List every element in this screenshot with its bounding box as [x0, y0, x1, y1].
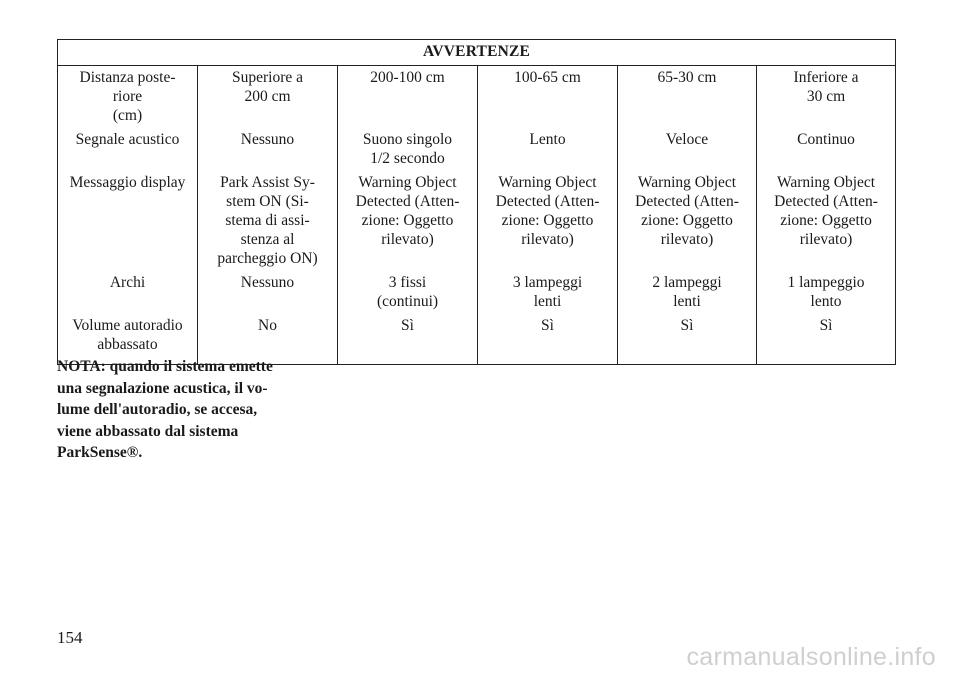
cell-line: Veloce — [665, 131, 709, 148]
table-cell — [338, 66, 478, 129]
note-line: NOTA: quando il sistema emette — [57, 358, 273, 375]
table-cell — [478, 128, 618, 171]
cell-line: lento — [810, 293, 842, 310]
table-row — [58, 128, 896, 171]
table-cell — [757, 314, 896, 365]
note-line: ParkSense®. — [57, 444, 143, 461]
cell-line: 100-65 cm — [514, 69, 581, 86]
table-cell — [757, 66, 896, 129]
table-row — [58, 171, 896, 271]
table-cell — [338, 314, 478, 365]
note-line: lume dell'autoradio, se accesa, — [57, 401, 258, 418]
note-line: una segnalazione acustica, il vo- — [57, 379, 268, 397]
cell-line: No — [258, 317, 277, 334]
cell-line: Sì — [401, 317, 414, 334]
cell-line: Segnale acustico — [75, 131, 180, 148]
table-cell — [338, 128, 478, 171]
cell-line: Volume autoradio — [72, 317, 183, 334]
cell-line: Superiore a — [231, 69, 303, 86]
table-cell — [478, 271, 618, 314]
table-row — [58, 271, 896, 314]
table-cell — [757, 128, 896, 171]
warnings-table — [57, 39, 896, 365]
table-cell — [757, 171, 896, 271]
table-row — [58, 66, 896, 129]
cell-line: abbassato — [97, 336, 158, 353]
table-cell — [618, 271, 757, 314]
cell-line: 1/2 secondo — [370, 150, 445, 167]
table-cell — [618, 128, 757, 171]
table-cell — [338, 271, 478, 314]
cell-line: Detected (Atten- — [774, 193, 878, 210]
cell-line: rilevato) — [521, 231, 574, 248]
table-cell — [618, 66, 757, 129]
table-cell — [198, 171, 338, 271]
note-line: viene abbassato dal sistema — [57, 422, 239, 440]
cell-line: Nessuno — [240, 131, 295, 148]
table-cell — [757, 271, 896, 314]
cell-line: (cm) — [112, 107, 143, 124]
cell-line: 1 lampeggio — [787, 274, 865, 291]
cell-line: Warning Object — [358, 174, 457, 191]
cell-line: zione: Oggetto — [641, 212, 733, 229]
table-cell — [618, 171, 757, 271]
table-cell — [478, 66, 618, 129]
row-header-cell — [58, 271, 198, 314]
cell-line: rilevato) — [660, 231, 714, 248]
cell-line: Park Assist Sy- — [220, 174, 315, 191]
cell-line: Nessuno — [240, 274, 295, 291]
table-cell — [478, 171, 618, 271]
cell-line: riore — [112, 88, 143, 105]
cell-line: zione: Oggetto — [501, 212, 594, 229]
cell-line: stema di assi- — [225, 212, 310, 229]
cell-line: Continuo — [797, 131, 855, 148]
cell-line: Detected (Atten- — [355, 193, 460, 210]
table-cell — [198, 66, 338, 129]
cell-line: 3 fissi — [388, 274, 427, 291]
row-header-cell — [58, 171, 198, 271]
cell-line: Detected (Atten- — [635, 193, 739, 210]
cell-line: Distanza poste- — [79, 69, 176, 86]
cell-line: 2 lampeggi — [652, 274, 722, 291]
page-number: 154 — [57, 628, 83, 647]
cell-line: stem ON (Si- — [226, 193, 309, 210]
cell-line: zione: Oggetto — [780, 212, 872, 229]
cell-line: Warning Object — [498, 174, 597, 191]
cell-line: Detected (Atten- — [495, 193, 600, 210]
cell-line: stenza al — [240, 231, 295, 248]
cell-line: (continui) — [376, 293, 439, 310]
cell-line: zione: Oggetto — [361, 212, 454, 229]
cell-line: Archi — [109, 274, 146, 291]
cell-line: lenti — [533, 293, 562, 310]
cell-line: Sì — [541, 317, 554, 334]
row-header-cell — [58, 66, 198, 129]
table-cell — [618, 314, 757, 365]
cell-line: Lento — [529, 131, 566, 148]
cell-line: Inferiore a — [793, 69, 859, 86]
row-header-cell — [58, 128, 198, 171]
table-cell — [338, 171, 478, 271]
cell-line: rilevato) — [381, 231, 434, 248]
cell-line: 30 cm — [806, 88, 846, 105]
cell-line: 200-100 cm — [370, 69, 445, 86]
cell-line: lenti — [673, 293, 701, 310]
cell-line: 3 lampeggi — [512, 274, 583, 291]
cell-line: parcheggio ON) — [217, 250, 318, 267]
cell-line: Sì — [819, 317, 833, 334]
table-body — [58, 66, 896, 365]
cell-line: Suono singolo — [362, 131, 453, 148]
table-cell — [198, 128, 338, 171]
table-cell — [478, 314, 618, 365]
watermark: carmanualsonline.info — [686, 643, 936, 671]
cell-line: Warning Object — [637, 174, 737, 191]
table-cell — [198, 271, 338, 314]
cell-line: rilevato) — [799, 231, 853, 248]
cell-line: Messaggio display — [69, 174, 186, 191]
cell-line: Warning Object — [776, 174, 876, 191]
table-title: AVVERTENZE — [58, 40, 896, 66]
cell-line: 65-30 cm — [657, 69, 717, 86]
cell-line: 200 cm — [244, 88, 291, 105]
note-paragraph — [57, 356, 307, 464]
cell-line: Sì — [680, 317, 694, 334]
